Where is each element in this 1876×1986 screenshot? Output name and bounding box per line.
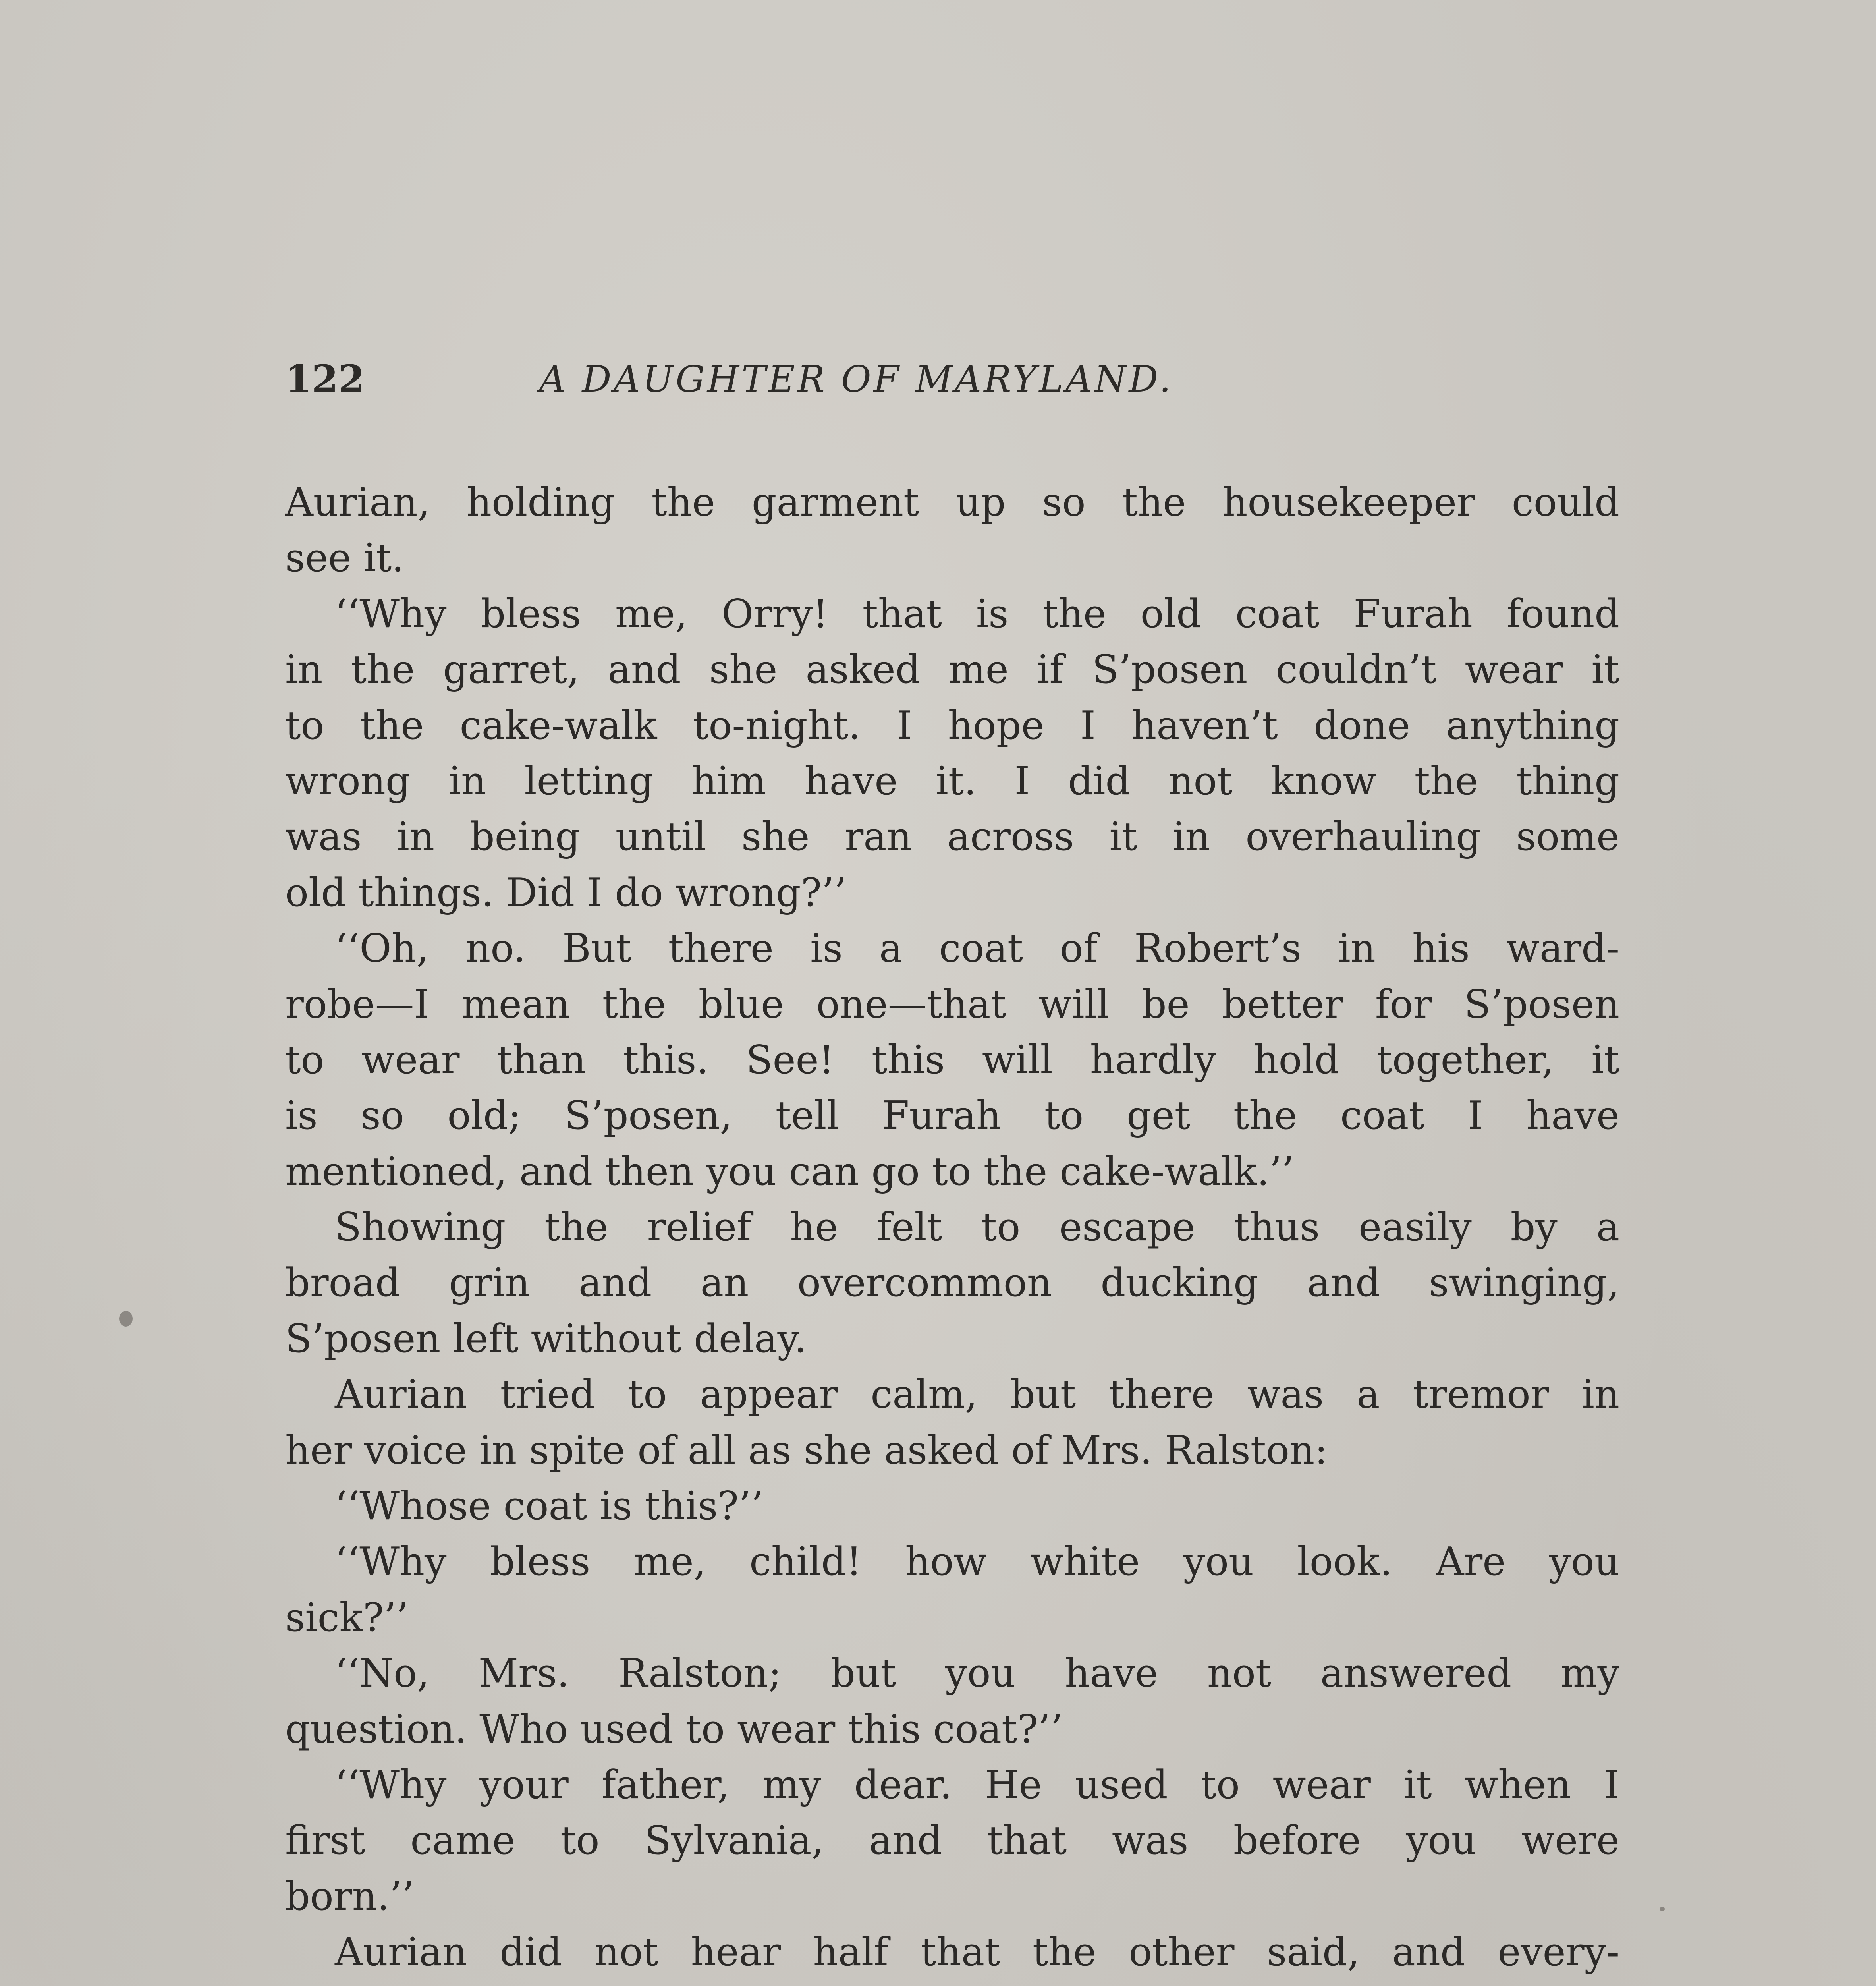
text-line: first came to Sylvania, and that was before you were: [285, 1818, 1619, 1864]
page-number: 122: [285, 357, 365, 402]
book-title: A DAUGHTER OF MARYLAND.: [539, 358, 1173, 400]
text-line: her voice in spite of all as she asked of Mrs. Ralston:: [285, 1428, 1328, 1473]
text-line: ‘‘Oh, no. But there is a coat of Robert’s in his ward-: [335, 926, 1619, 972]
text-line: Aurian, holding the garment up so the housekeeper could: [285, 480, 1619, 525]
text-line: Aurian did not hear half that the other said, and every-: [335, 1930, 1619, 1975]
text-line: was in being until she ran across it in overhauling some: [285, 814, 1619, 860]
text-line: mentioned, and then you can go to the cake-walk.’’: [285, 1149, 1294, 1194]
body-text: [285, 475, 1619, 1986]
text-line: old things. Did I do wrong?’’: [285, 870, 847, 916]
text-line: robe—I mean the blue one—that will be better for S’posen: [285, 981, 1619, 1027]
text-line: to wear than this. See! this will hardly hold together, it: [285, 1037, 1619, 1083]
text-line: S’posen left without delay.: [285, 1316, 807, 1362]
text-line: born.’’: [285, 1874, 415, 1919]
text-line: is so old; S’posen, tell Furah to get the coat I have: [285, 1093, 1619, 1139]
text-line: in the garret, and she asked me if S’posen couldn’t wear it: [285, 647, 1619, 693]
text-line: Aurian tried to appear calm, but there was a tremor in: [335, 1372, 1619, 1418]
text-line: [285, 1980, 1619, 1986]
paper-speck: [1660, 1907, 1665, 1911]
text-line: ‘‘Why bless me, Orry! that is the old coat Furah found: [335, 591, 1619, 637]
text-line: Showing the relief he felt to escape thus easily by a: [335, 1205, 1619, 1250]
text-line: broad grin and an overcommon ducking and swinging,: [285, 1260, 1619, 1306]
running-head: [285, 354, 1619, 405]
text-line: to the cake-walk to-night. I hope I haven’t done anything: [285, 703, 1619, 748]
text-line: ‘‘Why bless me, child! how white you look. Are you: [335, 1539, 1619, 1585]
text-line: sick?’’: [285, 1595, 409, 1640]
text-line: question. Who used to wear this coat?’’: [285, 1706, 1063, 1752]
text-line: ‘‘Whose coat is this?’’: [335, 1484, 764, 1529]
text-line: ‘‘No, Mrs. Ralston; but you have not answered my: [335, 1651, 1619, 1696]
text-line: wrong in letting him have it. I did not know the thing: [285, 758, 1619, 804]
paper-speck: [119, 1311, 133, 1327]
text-line: see it.: [285, 535, 404, 581]
text-line: ‘‘Why your father, my dear. He used to wear it when I: [335, 1762, 1619, 1808]
